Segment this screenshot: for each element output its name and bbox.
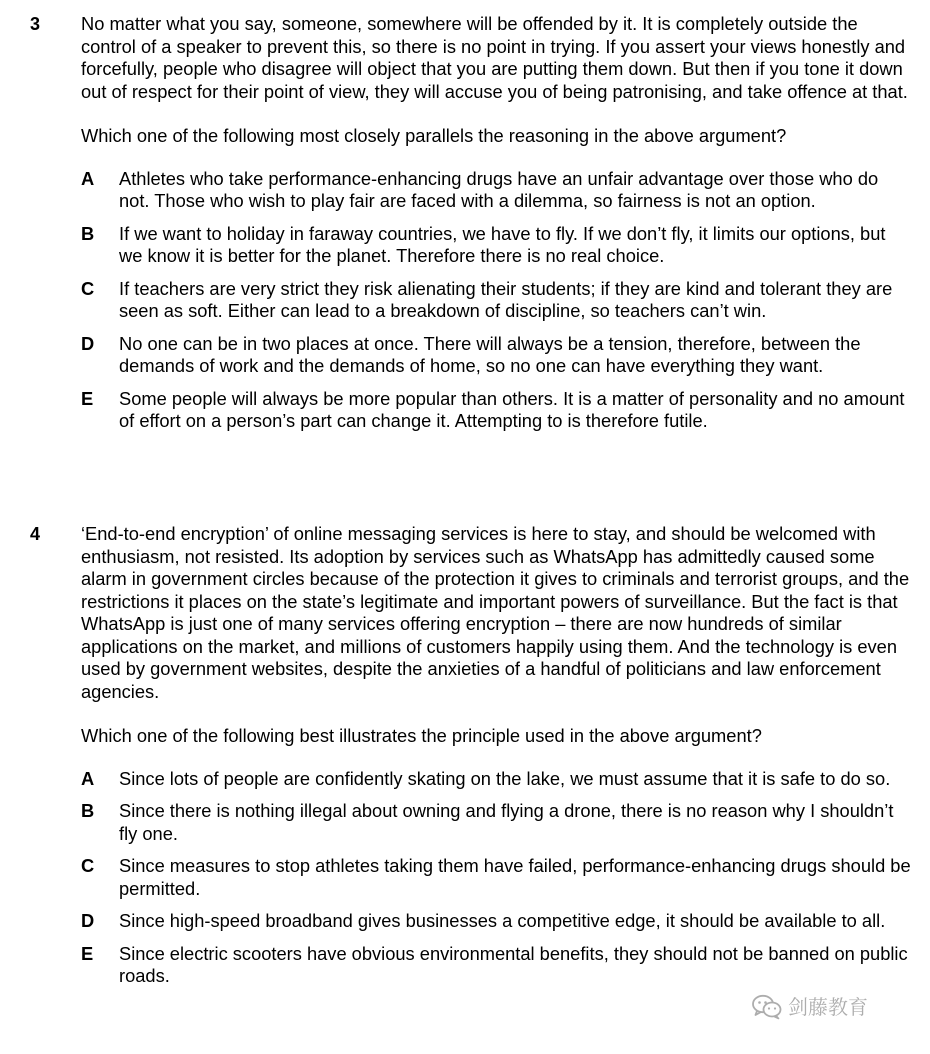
wechat-icon: [752, 994, 782, 1020]
option-d: [81, 333, 911, 378]
option-c: [81, 855, 911, 900]
option-text: Some people will always be more popular than others. It is a matter of personality and no amount of effort on a person’s part can change it. Attempting to is therefore futile.: [119, 387, 905, 431]
option-text: If we want to holiday in faraway countries, we have to fly. If we don’t fly, it limits our options, but we know it is better for the planet. Therefore there is no real choice.: [119, 222, 886, 266]
option-text: No one can be in two places at once. There will always be a tension, therefore, between the demands of work and the demands of home, so no one can have everything they want.: [119, 332, 861, 376]
answer-options: [81, 768, 911, 988]
question-body: [81, 523, 911, 998]
option-c: [81, 278, 911, 323]
option-letter: E: [81, 942, 94, 964]
option-letter: C: [81, 277, 95, 299]
option-d: [81, 910, 911, 933]
watermark-text: 剑藤教育: [788, 995, 868, 1019]
option-b: [81, 223, 911, 268]
option-a: [81, 168, 911, 213]
option-letter: D: [81, 332, 95, 354]
option-letter: C: [81, 855, 95, 876]
option-text: Athletes who take performance-enhancing drugs have an unfair advantage over those who do not. Those who wish to play fair are faced with a dilemma, so fairness is not an option.: [119, 167, 879, 211]
option-e: [81, 388, 911, 433]
option-letter: D: [81, 910, 95, 931]
watermark: [752, 994, 868, 1020]
option-text: Since measures to stop athletes taking them have failed, performance-enhancing drugs should be permitted.: [119, 855, 911, 899]
question-prompt: Which one of the following most closely parallels the reasoning in the above argument?: [81, 125, 787, 146]
question-number: 4: [30, 524, 41, 544]
answer-options: [81, 168, 911, 433]
option-letter: B: [81, 222, 95, 244]
option-letter: A: [81, 767, 95, 789]
option-text: Since there is nothing illegal about owning and flying a drone, there is no reason why I shouldn’t fly one.: [119, 800, 894, 844]
question-body: [81, 13, 911, 443]
option-b: [81, 800, 911, 845]
option-e: [81, 943, 911, 988]
question-prompt: Which one of the following best illustrates the principle used in the above argument?: [81, 725, 762, 746]
option-text: If teachers are very strict they risk alienating their students; if they are kind and tolerant they are seen as soft. Either can lead to a breakdown of discipline, so teachers can’t win.: [119, 277, 893, 321]
question-number: 3: [30, 14, 41, 34]
option-text: Since high-speed broadband gives businesses a competitive edge, it should be available to all.: [119, 910, 886, 931]
option-letter: B: [81, 800, 95, 821]
option-text: Since lots of people are confidently skating on the lake, we must assume that it is safe to do so.: [119, 767, 891, 789]
option-text: Since electric scooters have obvious environmental benefits, they should not be banned on public roads.: [119, 942, 908, 986]
option-letter: E: [81, 387, 94, 409]
question-stem: No matter what you say, someone, somewhere will be offended by it. It is completely outside the control of a speaker to prevent this, so there is no point in trying. If you assert your views honestly and forcefully, people who disagree will object that you are putting them down. But then if you tone it down out of respect for their point of view, they will accuse you of being patronising, and take offence at that.: [81, 13, 908, 102]
question-stem: ‘End-to-end encryption’ of online messaging services is here to stay, and should be welcomed with enthusiasm, not resisted. Its adoption by services such as WhatsApp has admittedly caused some alarm in government circles because of the protection it gives to criminals and terrorist groups, and the restrictions it places on the state’s legitimate and important powers of surveillance. But the fact is that WhatsApp is just one of many services offering encryption – there are now hundreds of similar applications on the market, and millions of customers happily using them. And the technology is even used by government websites, despite the anxieties of a handful of politicians and law enforcement agencies.: [81, 523, 910, 702]
option-letter: A: [81, 167, 95, 189]
option-a: [81, 768, 911, 791]
